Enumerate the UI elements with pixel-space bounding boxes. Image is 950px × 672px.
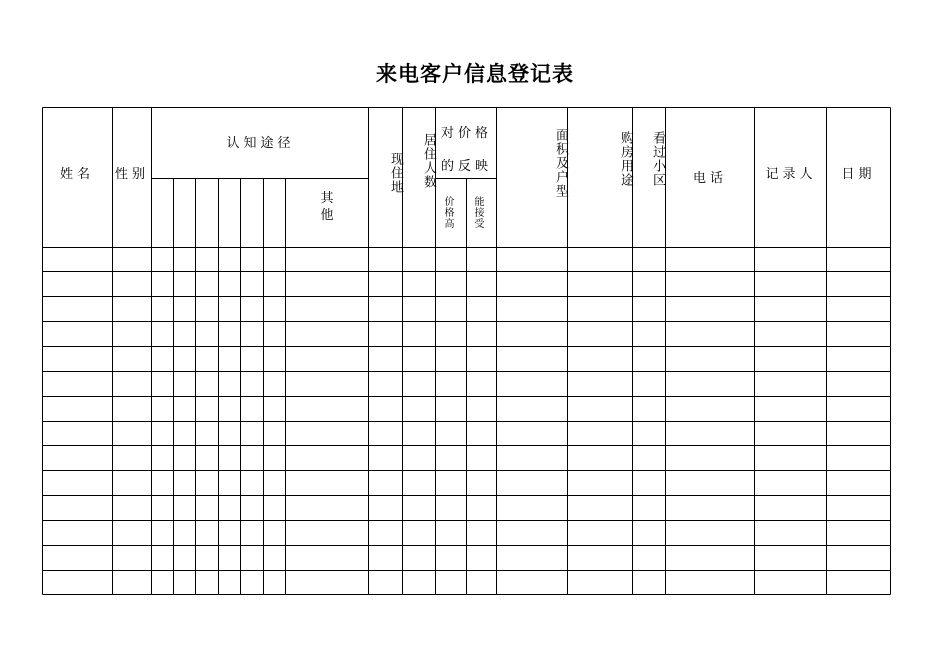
form-title: 来电客户信息登记表 [376, 62, 574, 86]
header-residence: 现住地 [388, 152, 403, 194]
header-channel-other [285, 190, 369, 224]
header-name: 姓名 [59, 167, 94, 182]
header-price-high: 价格高 [442, 195, 453, 229]
header-channel-other-text: 其他 [320, 191, 334, 223]
header-household: 居住人数 [421, 132, 436, 189]
header-recorder: 记录人 [765, 167, 817, 182]
header-price-accept: 能接受 [472, 195, 483, 229]
header-price-reaction [436, 117, 497, 183]
header-purpose: 购房用途 [618, 130, 633, 187]
header-price-reaction-text: 对价格的反映 [440, 126, 492, 174]
header-viewed: 看过小区 [650, 130, 665, 187]
header-area-layout: 面积及户型 [553, 128, 568, 198]
header-gender: 性别 [114, 167, 149, 182]
header-channel: 认知途径 [226, 136, 295, 151]
header-date: 日期 [841, 167, 876, 182]
header-phone: 电话 [692, 171, 727, 186]
